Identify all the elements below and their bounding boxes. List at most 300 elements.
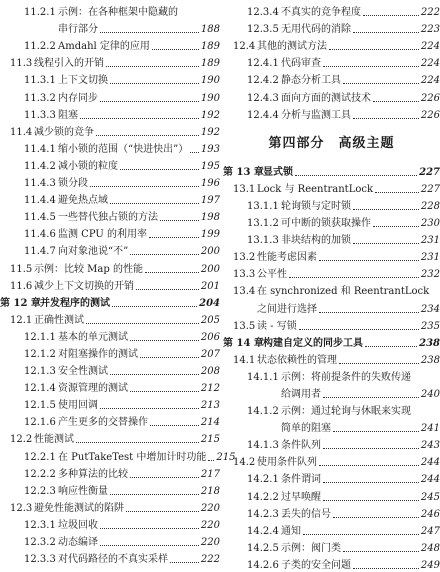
toc-entry-page: 206: [200, 331, 220, 343]
toc-entry-number: 12.2: [10, 434, 33, 446]
toc-entry-number: 12.4.4: [247, 109, 279, 121]
toc-entry-page: 226: [420, 92, 440, 104]
toc-entry-number: 12.2.3: [24, 485, 56, 497]
toc-chapter-entry: [223, 333, 440, 350]
toc-entry-page: 213: [200, 400, 220, 412]
toc-entry-number: 11.4.1: [24, 143, 56, 155]
toc-entry-number: 13.3: [233, 269, 256, 281]
toc-entry-number: 12.3.4: [247, 7, 279, 19]
toc-entry-number: 14.1.3: [247, 440, 279, 452]
toc-entry-number: 11.4.6: [24, 229, 56, 241]
toc-entry-page: 201: [200, 280, 220, 292]
toc-entry-page: 195: [200, 160, 220, 172]
dot-leader: [323, 482, 419, 483]
dot-leader: [319, 312, 419, 313]
toc-entry-title: Amdahl 定律的应用: [58, 41, 150, 53]
toc-entry-page: 247: [420, 525, 440, 537]
dot-leader: [126, 511, 199, 512]
toc-entry-title: 代码审查: [281, 58, 321, 70]
toc-entry: [223, 401, 440, 418]
dot-leader: [323, 397, 419, 398]
toc-entry-number: 13.1: [233, 183, 256, 195]
toc-entry-page: 220: [200, 519, 220, 531]
toc-entry-number: 第 12 章: [0, 297, 41, 309]
toc-entry-page: 249: [420, 559, 440, 571]
toc-entry-page: 230: [420, 218, 440, 230]
toc-entry-page: 196: [200, 178, 220, 190]
toc-entry-page: 212: [200, 383, 220, 395]
toc-entry-page: 192: [200, 109, 220, 121]
toc-entry-title: 过早唤醒: [281, 491, 321, 503]
toc-entry-number: 12.4: [233, 41, 256, 53]
toc-entry-title: 安全性测试: [58, 366, 108, 378]
toc-entry-title: 性能测试: [34, 434, 74, 446]
toc-entry: [223, 504, 440, 521]
toc-entry-page: 208: [200, 366, 220, 378]
toc-entry-title: 公平性: [257, 269, 287, 281]
toc-entry-title: 面向方面的测试技术: [281, 92, 371, 104]
toc-entry-title: 静态分析工具: [281, 75, 341, 87]
toc-entry-title: 上下文切换: [58, 75, 108, 87]
toc-chapter-entry: [0, 293, 220, 310]
toc-entry-title: 垃圾回收: [58, 519, 98, 531]
toc-entry-page: 238: [419, 337, 440, 349]
toc-left-column: [0, 2, 236, 566]
dot-leader: [339, 363, 419, 364]
toc-entry: [0, 361, 220, 378]
toc-entry-title: Lock 与 ReentrantLock: [257, 183, 374, 195]
toc-entry-number: 12.1.6: [24, 417, 56, 429]
toc-entry-page: 243: [420, 440, 440, 452]
dot-leader: [160, 220, 199, 221]
dot-leader: [130, 477, 199, 478]
toc-entry-number: 第 14 章: [223, 337, 264, 349]
dot-leader: [130, 254, 199, 255]
toc-entry-page: 200: [200, 263, 220, 275]
toc-entry-title: 串行部分: [58, 24, 98, 36]
toc-entry-page: 248: [420, 542, 440, 554]
toc-entry-number: 12.3.3: [24, 554, 56, 566]
dot-leader: [295, 175, 417, 176]
toc-entry: [223, 213, 440, 230]
dot-leader: [120, 169, 199, 170]
toc-entry: [223, 555, 440, 572]
toc-entry-number: 11.3.3: [24, 109, 56, 121]
toc-entry: [0, 173, 220, 190]
dot-leader: [90, 186, 199, 187]
toc-entry-page: 241: [420, 423, 440, 435]
toc-right-bottom: [223, 162, 440, 572]
toc-right-column: [223, 2, 440, 572]
toc-entry: [223, 53, 440, 70]
toc-entry: [223, 281, 440, 298]
dot-leader: [76, 442, 199, 443]
dot-leader: [100, 101, 199, 102]
toc-entry: [223, 2, 440, 19]
toc-entry-title: 非块结构的加锁: [281, 235, 351, 247]
toc-entry-title: 内存同步: [58, 92, 98, 104]
toc-entry-title: 示例：在各种框架中隐藏的: [58, 7, 178, 19]
toc-entry-title: 性能考虑因素: [257, 252, 317, 264]
toc-entry-number: 11.3.2: [24, 92, 56, 104]
toc-entry-title: 锁分段: [58, 178, 88, 190]
toc-entry-title: 减少锁的竞争: [34, 126, 94, 138]
toc-entry-number: 14.2.5: [247, 542, 279, 554]
toc-entry-number: 12.2.2: [24, 468, 56, 480]
toc-entry-title: 丢失的信号: [281, 508, 331, 520]
dot-leader: [110, 203, 199, 204]
toc-entry-number: 11.4.2: [24, 160, 56, 172]
toc-entry-number: 12.3.1: [24, 519, 56, 531]
toc-entry-number: 11.4: [10, 126, 33, 138]
toc-entry: [0, 122, 220, 139]
toc-entry: [0, 344, 220, 361]
toc-entry: [223, 469, 440, 486]
toc-entry-title: 可中断的锁获取操作: [281, 218, 371, 230]
toc-entry-title: 示例：通过轮询与休眠来实现: [281, 406, 411, 418]
dot-leader: [112, 306, 197, 307]
toc-entry-page: 240: [420, 388, 440, 400]
dot-leader: [136, 289, 199, 290]
toc-entry: [223, 264, 440, 281]
toc-entry-title: 动态编译: [58, 537, 98, 548]
toc-entry-title: 状态依赖性的管理: [257, 354, 337, 366]
toc-entry-number: 11.5: [10, 263, 33, 275]
toc-entry: [223, 384, 440, 401]
dot-leader: [333, 431, 419, 432]
dot-leader: [353, 118, 419, 119]
toc-entry-title: 使用回调: [58, 400, 98, 412]
dot-leader: [130, 340, 199, 341]
toc-entry-number: 13.1.2: [247, 218, 279, 230]
toc-entry-page: 207: [200, 348, 220, 360]
toc-entry-page: 224: [420, 58, 440, 70]
toc-entry-title: 在 PutTakeTest 中增加计时功能: [58, 451, 207, 463]
toc-chapter-entry: [223, 162, 440, 179]
dot-leader: [100, 528, 199, 529]
toc-entry-page: 244: [420, 457, 440, 469]
dot-leader: [343, 551, 419, 552]
dot-leader: [289, 277, 419, 278]
toc-entry-page: 189: [200, 41, 220, 53]
toc-entry-number: 13.5: [233, 320, 256, 332]
dot-leader: [140, 357, 199, 358]
toc-entry-page: 200: [200, 246, 220, 258]
toc-entry-title: 无用代码的消除: [281, 24, 351, 36]
dot-leader: [100, 32, 199, 33]
toc-entry: [0, 87, 220, 104]
toc-entry-page: 227: [420, 183, 440, 195]
dot-leader: [86, 323, 199, 324]
toc-entry-number: 12.1.3: [24, 366, 56, 378]
toc-entry-page: 197: [200, 195, 220, 207]
toc-entry-page: 231: [420, 235, 440, 247]
toc-entry-title: 之间进行选择: [257, 303, 317, 315]
dot-leader: [110, 374, 199, 375]
dot-leader: [333, 517, 419, 518]
toc-entry: [0, 156, 220, 173]
toc-entry-page: 204: [199, 297, 220, 309]
toc-entry-page: 235: [420, 320, 440, 332]
dot-leader: [353, 243, 419, 244]
toc-entry: [0, 207, 220, 224]
toc-entry: [0, 532, 220, 549]
toc-entry-page: 190: [200, 92, 220, 104]
dot-leader: [110, 494, 199, 495]
toc-entry-title: 缩小锁的范围（“快进快出”）: [58, 143, 189, 155]
toc-entry-number: 12.4.2: [247, 75, 279, 87]
dot-leader: [150, 425, 199, 426]
toc-entry: [0, 2, 220, 19]
toc-entry-title: 示例：比较 Map 的性能: [34, 263, 143, 275]
toc-entry: [0, 310, 220, 327]
toc-entry-title: 减小锁的粒度: [58, 160, 118, 172]
dot-leader: [365, 346, 417, 347]
dot-leader: [323, 500, 419, 501]
toc-entry: [223, 105, 440, 122]
toc-entry-number: 12.1: [10, 314, 33, 326]
toc-entry-title: 向对象池说“不”: [58, 246, 129, 258]
toc-entry: [0, 105, 220, 122]
dot-leader: [323, 448, 419, 449]
toc-entry-number: 11.3.1: [24, 75, 56, 87]
toc-entry: [223, 298, 440, 315]
toc-entry-title: 使用条件队列: [257, 457, 317, 469]
toc-entry: [223, 350, 440, 367]
toc-entry-title: 通知: [281, 525, 301, 537]
toc-entry: [0, 139, 220, 156]
toc-entry: [223, 36, 440, 53]
toc-entry-page: 231: [420, 252, 440, 264]
toc-entry-title: 减少上下文切换的开销: [34, 280, 134, 292]
toc-entry-page: 226: [420, 109, 440, 121]
toc-entry-page: 214: [200, 417, 220, 429]
toc-entry-page: 222: [420, 7, 440, 19]
toc-entry: [223, 316, 440, 333]
toc-entry-title: 对代码路径的不真实采样: [58, 554, 168, 566]
toc-entry-title: 资源管理的测试: [58, 383, 128, 395]
toc-entry: [0, 412, 220, 429]
dot-leader: [363, 15, 419, 16]
toc-entry-page: 234: [420, 303, 440, 315]
toc-right-top: [223, 2, 440, 122]
toc-entry-number: 11.4.5: [24, 212, 56, 224]
toc-entry-number: 14.2: [233, 457, 256, 469]
toc-entry-number: 13.4: [233, 286, 256, 298]
toc-entry-page: 192: [200, 126, 220, 138]
toc-entry-title: 简单的阻塞: [281, 423, 331, 435]
dot-leader: [373, 226, 419, 227]
toc-entry-page: 218: [200, 485, 220, 497]
toc-entry-number: 14.1.1: [247, 371, 279, 383]
toc-entry: [0, 515, 220, 532]
toc-entry: [223, 179, 440, 196]
part-heading: 第四部分 高级主题: [268, 136, 395, 152]
toc-entry-number: 12.4.1: [247, 58, 279, 70]
dot-leader: [145, 272, 199, 273]
toc-entry-page: 193: [200, 143, 220, 155]
toc-entry-page: 224: [420, 41, 440, 53]
toc-entry: [0, 327, 220, 344]
toc-entry: [223, 87, 440, 104]
toc-entry-number: 11.4.7: [24, 246, 56, 258]
toc-entry-page: 224: [420, 75, 440, 87]
dot-leader: [319, 260, 419, 261]
toc-entry-number: 13.2: [233, 252, 256, 264]
toc-entry-title: 基本的单元测试: [58, 331, 128, 343]
toc-entry-title: 避免性能测试的陷阱: [34, 502, 124, 514]
toc-entry-title: 示例：将前提条件的失败传递: [281, 371, 411, 383]
toc-entry-title: 并发程序的测试: [40, 297, 110, 309]
toc-entry-title: 构建自定义的同步工具: [263, 337, 363, 349]
dot-leader: [353, 568, 419, 569]
toc-entry-title: 条件队列: [281, 440, 321, 452]
toc-entry-number: 11.6: [10, 280, 33, 292]
dot-leader: [353, 32, 419, 33]
toc-entry-number: 12.2.1: [24, 451, 56, 463]
toc-entry-title: 对阻塞操作的测试: [58, 348, 138, 360]
toc-entry-number: 13.1.3: [247, 235, 279, 247]
dot-leader: [303, 534, 419, 535]
toc-entry-page: 227: [419, 166, 440, 178]
toc-entry-page: 198: [200, 212, 220, 224]
toc-entry: [0, 276, 220, 293]
toc-entry: [0, 70, 220, 87]
toc-entry-page: 220: [200, 537, 220, 548]
toc-entry: [0, 224, 220, 241]
toc-entry-page: 220: [200, 502, 220, 514]
dot-leader: [319, 465, 419, 466]
toc-entry-title: 监测 CPU 的利用率: [58, 229, 147, 241]
dot-leader: [130, 391, 199, 392]
toc-entry-number: 14.2.1: [247, 474, 279, 486]
toc-entry-title: 分析与监测工具: [281, 109, 351, 121]
toc-entry-page: 188: [200, 24, 220, 36]
toc-entry: [0, 549, 220, 566]
toc-entry-number: 11.2.2: [24, 41, 56, 53]
dot-leader: [80, 118, 199, 119]
dot-leader: [343, 83, 419, 84]
toc-entry: [0, 241, 220, 258]
dot-leader: [299, 329, 419, 330]
toc-entry-number: 12.3.5: [247, 24, 279, 36]
toc-entry-title: 显式锁: [263, 166, 293, 178]
toc-entry-title: 响应性衡量: [58, 485, 108, 497]
toc-entry: [0, 498, 220, 515]
toc-entry-title: 条件谓词: [281, 474, 321, 486]
toc-entry: [0, 36, 220, 53]
toc-entry-page: 232: [420, 269, 440, 281]
toc-entry: [0, 446, 236, 463]
toc-entry: [0, 464, 220, 481]
toc-entry-number: 12.1.2: [24, 348, 56, 360]
dot-leader: [323, 66, 419, 67]
toc-entry-page: 245: [420, 491, 440, 503]
toc-entry-number: 12.3: [10, 502, 33, 514]
toc-entry: [0, 53, 220, 70]
toc-entry-title: 示例：阀门类: [281, 542, 341, 554]
toc-entry-page: 199: [200, 229, 220, 241]
toc-entry: [223, 19, 440, 36]
toc-entry-number: 14.1.2: [247, 406, 279, 418]
toc-entry-title: 轮询锁与定时锁: [281, 200, 351, 212]
toc-entry-page: 222: [200, 554, 220, 566]
toc-entry-page: 215: [200, 434, 220, 446]
dot-leader: [373, 101, 419, 102]
dot-leader: [110, 83, 199, 84]
toc-entry-number: 第 13 章: [223, 166, 264, 178]
dot-leader: [106, 66, 199, 67]
toc-entry-number: 12.4.3: [247, 92, 279, 104]
toc-entry-title: 给调用者: [281, 388, 321, 400]
toc-entry: [223, 435, 440, 452]
toc-entry-title: 正确性测试: [34, 314, 84, 326]
dot-leader: [170, 562, 199, 563]
toc-entry-title: 读 - 写锁: [257, 320, 297, 332]
dot-leader: [190, 152, 199, 153]
toc-entry: [0, 19, 220, 36]
toc-entry-number: 14.2.6: [247, 559, 279, 571]
toc-entry-number: 14.1: [233, 354, 256, 366]
toc-entry: [0, 481, 220, 498]
dot-leader: [96, 135, 199, 136]
toc-entry-page: 217: [200, 468, 220, 480]
toc-entry: [223, 521, 440, 538]
toc-entry-number: 11.4.3: [24, 178, 56, 190]
toc-entry: [0, 258, 220, 275]
toc-entry: [0, 190, 220, 207]
toc-entry-title: 子类的安全问题: [281, 559, 351, 571]
dot-leader: [375, 192, 419, 193]
toc-entry: [223, 538, 440, 555]
dot-leader: [100, 408, 199, 409]
dot-leader: [100, 545, 199, 546]
toc-entry-number: 11.4.4: [24, 195, 56, 207]
toc-entry-title: 不真实的竞争程度: [281, 7, 361, 19]
toc-entry-number: 11.3: [10, 58, 33, 70]
toc-entry: [0, 429, 220, 446]
toc-entry-page: 238: [420, 354, 440, 366]
toc-entry-title: 在 synchronized 和 ReentrantLock: [257, 286, 430, 298]
toc-entry: [0, 395, 220, 412]
toc-entry-number: 12.1.4: [24, 383, 56, 395]
toc-entry-number: 12.1.5: [24, 400, 56, 412]
dot-leader: [329, 49, 419, 50]
toc-entry-number: 14.2.3: [247, 508, 279, 520]
toc-entry-title: 线程引入的开销: [34, 58, 104, 70]
toc-entry-number: 14.2.4: [247, 525, 279, 537]
toc-entry: [223, 418, 440, 435]
toc-entry: [223, 196, 440, 213]
toc-entry: [0, 378, 220, 395]
toc-entry-page: 215: [216, 451, 236, 463]
toc-entry-title: 其他的测试方法: [257, 41, 327, 53]
toc-entry: [223, 230, 440, 247]
toc-entry: [223, 367, 440, 384]
dot-leader: [353, 209, 419, 210]
toc-entry: [223, 247, 440, 264]
dot-leader: [208, 460, 214, 461]
toc-entry-number: 12.1.1: [24, 331, 56, 343]
toc-entry: [223, 452, 440, 469]
toc-entry-title: 产生更多的交替操作: [58, 417, 148, 429]
toc-entry-number: 11.2.1: [24, 7, 56, 19]
toc-entry: [223, 70, 440, 87]
toc-entry-page: 223: [420, 24, 440, 36]
toc-entry-page: 205: [200, 314, 220, 326]
toc-entry-page: 228: [420, 200, 440, 212]
toc-entry-page: 190: [200, 75, 220, 87]
